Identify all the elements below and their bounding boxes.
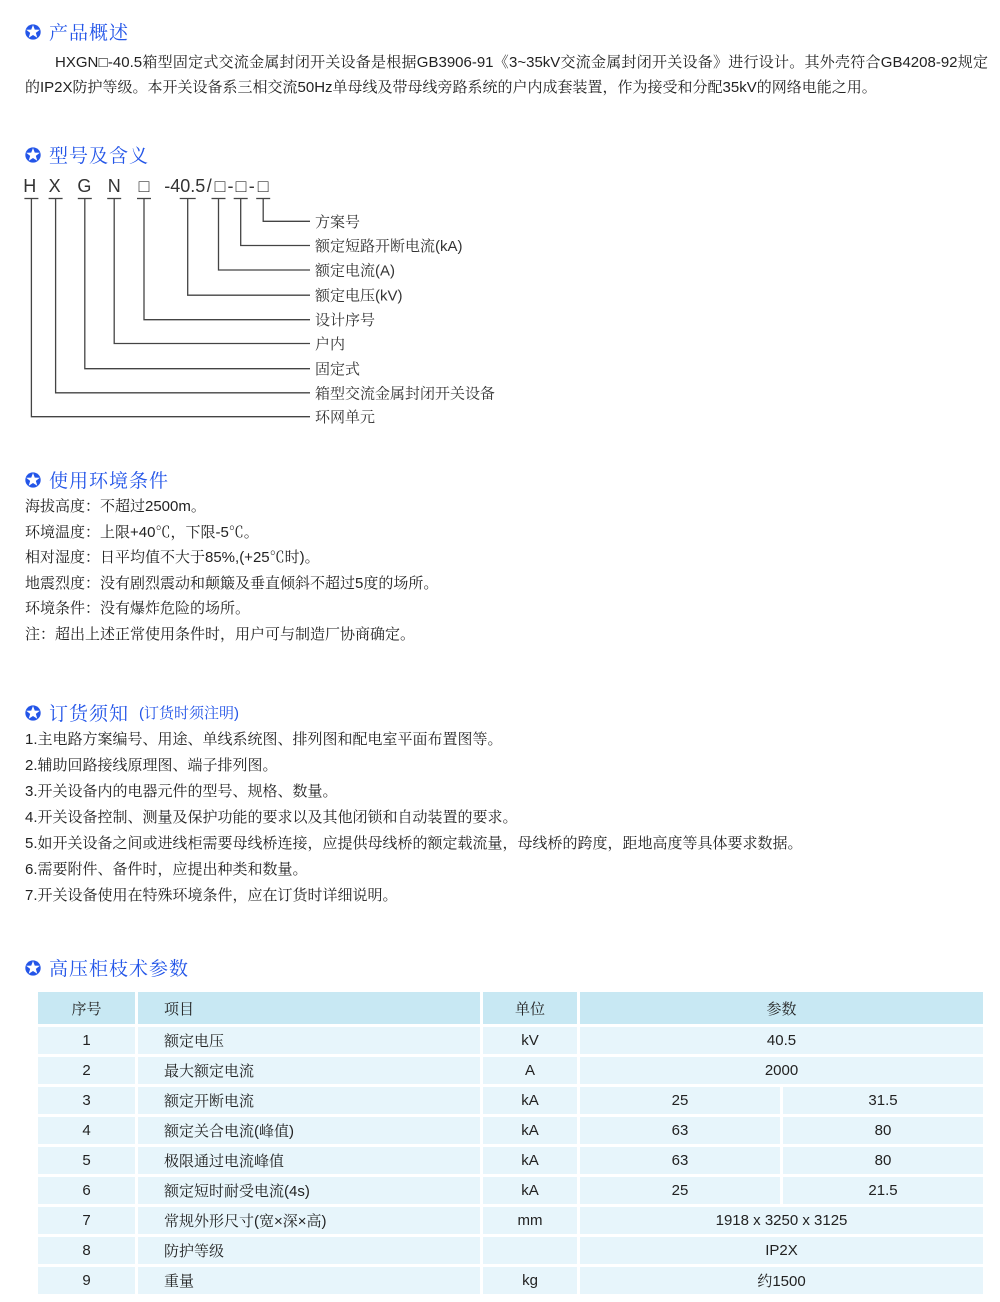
table-cell-item: 重量 <box>138 1267 480 1294</box>
table-cell-unit: kg <box>483 1267 577 1294</box>
table-cell-unit: kA <box>483 1117 577 1144</box>
section-title-text: 高压柜枝术参数 <box>49 959 190 980</box>
table-cell-item: 最大额定电流 <box>138 1057 480 1084</box>
ordering-item: 3.开关设备内的电器元件的型号、规格、数量。 <box>25 783 338 800</box>
table-cell-value: 21.5 <box>783 1177 983 1204</box>
model-code-token: -40.5 <box>164 176 206 196</box>
section-subtitle-text: (订货时须注明) <box>139 705 240 722</box>
section-title-text: 订货须知 <box>49 704 130 725</box>
diagram-label: 环网单元 <box>315 409 376 427</box>
table-cell-item: 额定电压 <box>138 1027 480 1054</box>
star-bullet-icon <box>25 960 41 976</box>
table-cell-unit: kA <box>483 1147 577 1174</box>
section-title-text: 产品概述 <box>49 23 130 44</box>
table-cell-value: IP2X <box>580 1237 983 1264</box>
ordering-item: 7.开关设备使用在特殊环境条件，应在订货时详细说明。 <box>25 887 398 904</box>
model-code-token: - <box>227 176 234 196</box>
table-cell-item: 额定开断电流 <box>138 1087 480 1114</box>
table-cell-item: 常规外形尺寸(宽×深×高) <box>138 1207 480 1234</box>
table-cell-value: 80 <box>783 1117 983 1144</box>
table-cell-value: 25 <box>580 1087 780 1114</box>
diagram-label: 户内 <box>315 336 346 353</box>
table-cell-no: 8 <box>38 1237 135 1264</box>
table-header-no: 序号 <box>38 992 135 1024</box>
table-cell-unit: kA <box>483 1177 577 1204</box>
table-cell-no: 5 <box>38 1147 135 1174</box>
star-bullet-icon <box>25 147 41 163</box>
section-model-title <box>25 141 149 168</box>
table-cell-item: 额定短时耐受电流(4s) <box>138 1177 480 1204</box>
ordering-item: 5.如开关设备之间或进线柜需要母线桥连接，应提供母线桥的额定载流量，母线桥的跨度，距地高度等具体要求数据。 <box>25 835 803 852</box>
environment-item: 海拔高度：不超过2500m。 <box>25 498 206 515</box>
environment-item: 地震烈度：没有剧烈震动和颠簸及垂直倾斜不超过5度的场所。 <box>25 574 439 592</box>
table-cell-no: 2 <box>38 1057 135 1084</box>
table-cell-unit: A <box>483 1057 577 1084</box>
diagram-label: 额定电压(kV) <box>315 287 403 305</box>
table-cell-item: 极限通过电流峰值 <box>138 1147 480 1174</box>
table-cell-value: 2000 <box>580 1057 983 1084</box>
environment-item: 环境温度：上限+40℃，下限-5℃。 <box>25 523 259 541</box>
table-cell-no: 4 <box>38 1117 135 1144</box>
ordering-item: 2.辅助回路接线原理图、端子排列图。 <box>25 757 278 774</box>
diagram-label: 箱型交流金属封闭开关设备 <box>315 385 496 403</box>
section-overview-title <box>25 18 129 45</box>
star-bullet-icon <box>25 24 41 40</box>
model-code-token: N <box>107 176 121 196</box>
table-header-item: 项目 <box>138 992 480 1024</box>
model-code-token: □ <box>235 176 247 196</box>
environment-item: 注：超出上述正常使用条件时，用户可与制造厂协商确定。 <box>25 625 416 643</box>
diagram-label: 方案号 <box>315 213 361 231</box>
ordering-item: 4.开关设备控制、测量及保护功能的要求以及其他闭锁和自动装置的要求。 <box>25 809 518 826</box>
table-cell-value: 63 <box>580 1117 780 1144</box>
table-header-unit: 单位 <box>483 992 577 1024</box>
diagram-label: 固定式 <box>315 361 361 379</box>
table-cell-unit: kA <box>483 1087 577 1114</box>
table-cell-value: 31.5 <box>783 1087 983 1114</box>
environment-item: 环境条件：没有爆炸危险的场所。 <box>25 600 251 617</box>
table-header-value: 参数 <box>580 992 983 1024</box>
model-designation-diagram <box>18 172 578 437</box>
star-bullet-icon <box>25 472 41 488</box>
table-cell-value: 约1500 <box>580 1267 983 1294</box>
model-code-token: - <box>248 176 255 196</box>
model-code-token: G <box>77 176 92 196</box>
table-cell-unit: mm <box>483 1207 577 1234</box>
model-code-token: X <box>48 176 61 196</box>
parameters-table <box>38 992 983 1294</box>
ordering-list <box>25 727 803 909</box>
table-cell-no: 9 <box>38 1267 135 1294</box>
ordering-item: 6.需要附件、备件时，应提出种类和数量。 <box>25 861 308 878</box>
table-cell-value: 80 <box>783 1147 983 1174</box>
table-cell-no: 1 <box>38 1027 135 1054</box>
section-title-text: 使用环境条件 <box>49 471 170 492</box>
table-cell-no: 7 <box>38 1207 135 1234</box>
table-cell-no: 3 <box>38 1087 135 1114</box>
model-code-token: / <box>206 176 212 196</box>
section-title-text: 型号及含义 <box>49 146 150 167</box>
section-parameters-title <box>25 954 189 981</box>
model-code-token: □ <box>138 176 150 196</box>
section-environment-title <box>25 466 169 493</box>
diagram-label: 额定短路开断电流(kA) <box>315 238 463 255</box>
table-cell-item: 防护等级 <box>138 1237 480 1264</box>
overview-paragraph: HXGN□-40.5箱型固定式交流金属封闭开关设备是根据GB3906-91《3~35kV交流金属封闭开关设备》进行设计。其外壳符合GB4208-92规定的IP2X防护等级。本开关设备系三相交流50Hz单母线及带母线旁路系统的户内成套装置，作为接受和分配35kV的网络电能之用。 <box>25 54 988 96</box>
section-ordering-title <box>25 699 239 726</box>
model-code-token: □ <box>257 176 269 196</box>
table-cell-value: 40.5 <box>580 1027 983 1054</box>
table-cell-value: 63 <box>580 1147 780 1174</box>
table-cell-value: 25 <box>580 1177 780 1204</box>
star-bullet-icon <box>25 705 41 721</box>
table-cell-unit <box>483 1237 577 1264</box>
model-code-token: H <box>23 176 37 196</box>
diagram-label: 设计序号 <box>315 312 376 330</box>
table-cell-item: 额定关合电流(峰值) <box>138 1117 480 1144</box>
diagram-label: 额定电流(A) <box>315 262 395 280</box>
model-code-token: □ <box>214 176 226 196</box>
environment-list <box>25 494 438 647</box>
table-cell-value: 1918 x 3250 x 3125 <box>580 1207 983 1234</box>
table-cell-unit: kV <box>483 1027 577 1054</box>
table-cell-no: 6 <box>38 1177 135 1204</box>
environment-item: 相对湿度：日平均值不大于85%,(+25℃时)。 <box>25 549 320 566</box>
ordering-item: 1.主电路方案编号、用途、单线系统图、排列图和配电室平面布置图等。 <box>25 731 503 748</box>
